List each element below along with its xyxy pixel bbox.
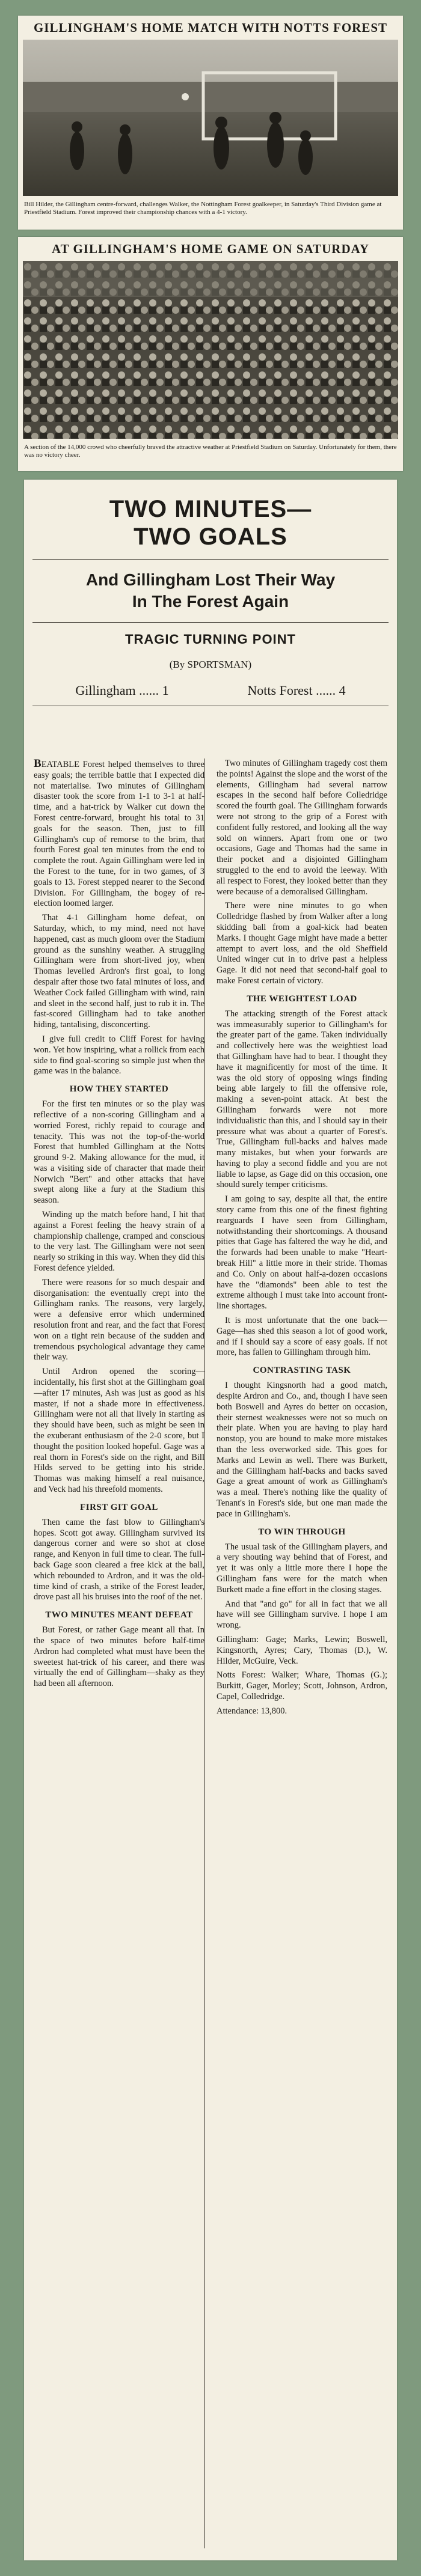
clipping-title: GILLINGHAM'S HOME MATCH WITH NOTTS FOREST xyxy=(33,20,388,35)
final-score xyxy=(24,677,397,706)
paragraph: I thought Kingsnorth had a good match, despite Ardron and Co., and, though I have seen both Boswell and Ayres do better on occasion, their sternest weaknesses were not so much on their plate. When you are having to play hard nonstop, you are bound to make more mistakes than the less overworked side. This goes for Marks and Lewin as well. There was Burkett, and the Gillingham half-backs and backs saved Gage a great amount of work as Gillingham's was a meal. There's nothing like the quality of Tenant's in Forest's side, but one man made the pace in Gillingham's. xyxy=(217,1381,387,1519)
section-heading: THE WEIGHTEST LOAD xyxy=(247,993,357,1004)
clipping-title: AT GILLINGHAM'S HOME GAME ON SATURDAY xyxy=(51,242,370,256)
paragraph: BEATABLE Forest helped themselves to three easy goals; the terrible battle that I expected did not materialise. Two minutes of Gillingham disaster took the score from 1-1 to 3-1 at half-time, and a hat-trick by Walker cut down the Forest centre-forward, brought his total to 31 goals for the season. Then, just to fill Gillingham's cup of remorse to the brim, that fourth Forest goal ten minutes from the end to complete the rout. Again Gillingham were led in the Forest to the tune, for in two games, of 3 goals to 13. Forest stepped nearer to the Second Division. For Gillingham, the bogey of re-election loomed larger. xyxy=(34,758,204,909)
paragraph: I am going to say, despite all that, the entire story came from this one of the finest fighting rearguards I have seen from Gillingham, notwithstanding their shortcomings. A thousand pities that Gage has faltered the way he did, and the forwards had been unable to make "Heart-break Hill" a little more in their stride. Thomas and Co. Only on about half-a-dozen occasions have the "diamonds" been able to test the extreme although I must take into account front-line shortages. xyxy=(217,1194,387,1311)
article-column-right xyxy=(217,758,387,2548)
section-heading: CONTRASTING TASK xyxy=(253,1366,351,1376)
headline-line-2: TWO GOALS xyxy=(134,523,287,550)
crowd-photo xyxy=(23,261,398,439)
section-heading: FIRST GIT GOAL xyxy=(80,1502,158,1512)
paragraph: I give full credit to Cliff Forest for having won. Yet how inspiring, what a rollick from each side to find goal-scoring so simple just when the game was in the balance. xyxy=(34,1034,204,1076)
article-body xyxy=(34,758,387,2548)
paragraph: Winding up the match before hand, I hit that against a Forest feeling the heavy strain of a championship challenge, cramped and conscious to the very last. The Gillingham were not seen nearly so striking in this way. When they did this Forest defence yielded. xyxy=(34,1210,204,1274)
paragraph: Until Ardron opened the scoring—incidentally, his first shot at the Gillingham goal—after 17 minutes, Ash was just as good as his master, if not a shade more in effectiveness. Gillingham were not all that lively in starting as they should have been, such as might be seen in the exuberant enthusiasm of the 2-0 score, but I thought the position looked hopeful. Gage was a real thorn in Forest's side on the right, and Bill Hilds served to be getting into his stride. Thomas was making himself a real nuisance, and Veck had his threefold moments. xyxy=(34,1367,204,1494)
paragraph: For the first ten minutes or so the play was reflective of a non-scoring Gillingham and a worried Forest, richly repaid to courage and tenacity. This was not the top-of-the-world Forest that humbled Gillingham at the Notts ground 9-2. Making allowance for the mud, it was a visiting side of character that made their Norwich "Bert" and other attacks that have swept along like a fury at the Stadium this season. xyxy=(34,1099,204,1206)
paragraph: The usual task of the Gillingham players, and a very shouting way behind that of Forest, and yet it was only a little more there I hope the Gillingham fans were for the match when Burkett made a fine effort in the closing stages. xyxy=(217,1542,387,1595)
kicker: TRAGIC TURNING POINT xyxy=(125,632,296,647)
score-home: Gillingham ...... 1 xyxy=(75,683,169,698)
section-heading: TWO MINUTES MEANT DEFEAT xyxy=(45,1610,193,1620)
section-heading: HOW THEY STARTED xyxy=(69,1084,169,1094)
team-lineup-forest: Notts Forest: Walker; Whare, Thomas (G.); Burkitt, Gager, Morley; Scott, Johnson, Ardron, Capel, Colledridge. xyxy=(217,1670,387,1702)
subheadline-line-2: In The Forest Again xyxy=(132,592,289,611)
crowd-photo-caption: A section of the 14,000 crowd who cheerfully braved the attractive weather at Priestfield Stadium on Saturday. Unfortunately for them, there was no victory cheer. xyxy=(24,444,397,459)
column-divider xyxy=(204,758,205,2548)
article-clipping xyxy=(24,480,397,2560)
attendance: Attendance: 13,800. xyxy=(217,1706,287,1716)
match-photo-image xyxy=(23,40,398,196)
paragraph: There were nine minutes to go when Colledridge flashed by from Walker after a long skidding ball from a goal-kick had beaten Marks. I thought Gage might have made a better attempt to avert loss, and the old Sheffield United winger cut in to drive past a helpless Gage. It did not need that second-half goal to make Forest certain of victory. xyxy=(217,901,387,986)
paragraph: The attacking strength of the Forest attack was immeasurably superior to Gillingham's for the greater part of the game. Taken individually and collectively here was the weightiest load that Gillingham have had to bear. I thought they have it magnificently for most of the time. It was the old story of opposing wings finding being able largely to fill the offensive role, making a seven-point attack. At best the Gillingham forwards were not more individualistic than this, and I should say in their pressure what was about a quarter of Forest's. True, Gillingham full-backs and halves made many mistakes, but when your forwards are having to play a second fiddle and you are not liable to lapse, as Gage did on this occasion, one should surely temper criticisms. xyxy=(217,1009,387,1190)
crowd-photo-image xyxy=(23,261,398,439)
match-photo xyxy=(23,40,398,196)
subheadline-line-1: And Gillingham Lost Their Way xyxy=(85,570,336,589)
subheadline xyxy=(24,560,397,622)
paragraph: Then came the fast blow to Gillingham's hopes. Scott got away. Gillingham survived its dangerous corner and were so shot at close range, and Kenyon in full time to clear. The full-back Gage soon cleared a free kick at the ball, which rebounded to Ardron, and it was the old-time kind of crash, a strike of the Forest leader, drove past all his bruises into the roof of the net. xyxy=(34,1517,204,1602)
paragraph: But Forest, or rather Gage meant all that. In the space of two minutes before half-time Ardron had completed what must have been the sweetest hat-trick of his career, and there was virtually the end of Gillingham—shaky as they had been all afternoon. xyxy=(34,1625,204,1689)
score-away: Notts Forest ...... 4 xyxy=(247,683,346,698)
headline-line-1: TWO MINUTES— xyxy=(109,496,312,522)
team-lineup-gillingham: Gillingham: Gage; Marks, Lewin; Boswell, Kingsnorth, Ayres; Cary, Thomas (D.), W. Hilder, McGuire, Veck. xyxy=(217,1634,387,1666)
paragraph: That 4-1 Gillingham home defeat, on Saturday, which, to my mind, need not have happened, cast as much gloom over the Stadium ground as the sunshiny weather. A struggling Gillingham were from short-lived joy, when Thomas levelled Ardron's first goal, to long despair after those two fatal minutes of loss, and Weather Cock failed Gillingham with wind, rain and sleet in the second half, just to rub it in. The fast-scored Gillingham had to take another hiding, tantalising, disconcerting. xyxy=(34,913,204,1030)
match-photo-caption: Bill Hilder, the Gillingham centre-forward, challenges Walker, the Nottingham Forest goalkeeper, in Saturday's Third Division game at Priestfield Stadium. Forest improved their championship chances with a 4-1 victory. xyxy=(24,201,382,216)
paragraph: And that "and go" for all in fact that we all have will see Gillingham survive. I hope I am wrong. xyxy=(217,1599,387,1631)
article-column-left xyxy=(34,758,204,2548)
paragraph: It is most unfortunate that the one back—Gage—has shed this season a lot of good work, and if I should say a score of easy goals. If not more, has fallen to Gillingham through him. xyxy=(217,1316,387,1358)
clipping-crowd xyxy=(18,237,403,471)
clipping-home-match xyxy=(18,16,403,230)
section-heading: TO WIN THROUGH xyxy=(258,1527,346,1537)
byline: (By SPORTSMAN) xyxy=(169,659,252,670)
headline xyxy=(24,480,397,551)
paragraph: There were reasons for so much despair and disorganisation: the eventually crept into the Gillingham ranks. The reasons, very largely, were a defensive error which undermined resolution front and rear, and the fact that Forest won on a tight rein because of the sudden and tremendous psychological advantage they came their way. xyxy=(34,1277,204,1363)
paragraph: Two minutes of Gillingham tragedy cost them the points! Against the slope and the worst of the elements, Gillingham had several narrow escapes in the second half before Colledridge scored the fourth goal. The Gillingham forwards were not strong to the grip of a Forest with confident fully restored, and looking all the way sold on winners. Apart from one or two occasions, Gage and Thomas had the same in their pocket and a disjointed Gillingham struggled to the end to avoid the leeway. With all respect to Forest, they looked better than they were because of a demoralised Gillingham. xyxy=(217,758,387,897)
